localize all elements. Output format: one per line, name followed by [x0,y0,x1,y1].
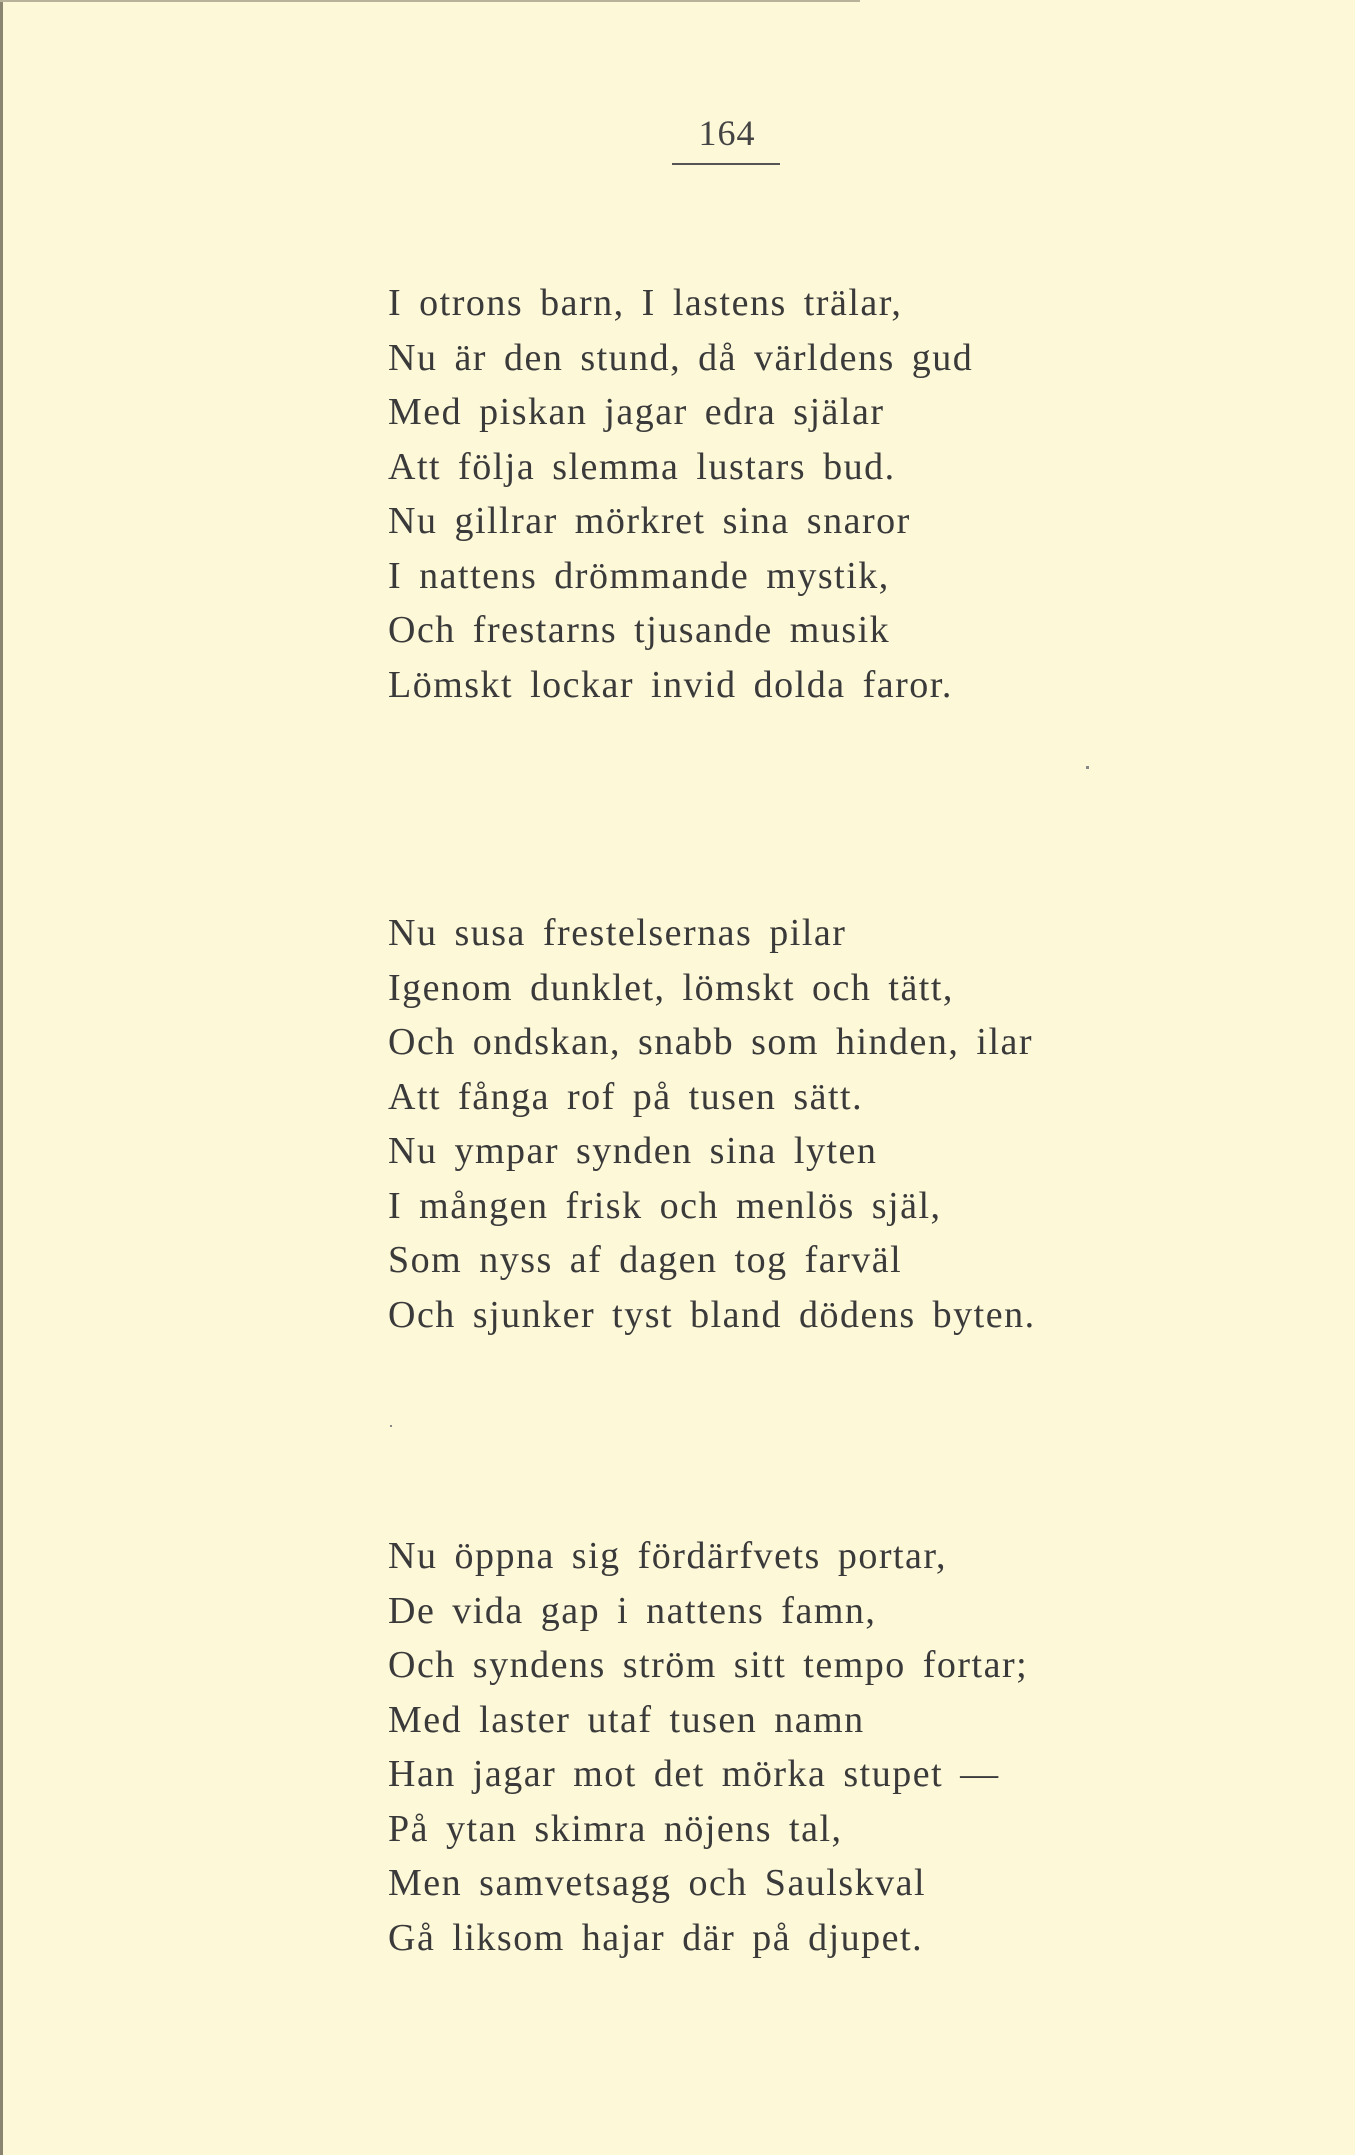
poem-line: Och frestarns tjusande musik [388,609,891,651]
poem-line: Med laster utaf tusen namn [388,1698,865,1741]
stanza-2 [388,906,1188,1342]
stanza-3 [388,1529,1188,1965]
poem-line: I mången frisk och menlös själ, [388,1184,942,1227]
poem-line: Som nyss af dagen tog farväl [388,1239,903,1281]
poem-line: Att följa slemma lustars bud. [388,445,896,488]
poem-line: Nu ympar synden sina lyten [388,1130,878,1172]
poem-line: Nu är den stund, då världens gud [388,336,974,379]
poem-line: Och ondskan, snabb som hinden, ilar [388,1021,1034,1063]
poem-line: Att fånga rof på tusen sätt. [388,1075,864,1118]
poem-line: Men samvetsagg och Saulskval [388,1862,927,1904]
poem-line: På ytan skimra nöjens tal, [388,1807,843,1850]
poem-line: Och syndens ström sitt tempo fortar; [388,1644,1029,1686]
poem-line: I nattens drömmande mystik, [388,554,890,597]
paper-speck [1086,766,1089,769]
paper-speck [390,1425,392,1427]
page-edge-left [0,0,3,2155]
stanza-1 [388,276,1188,712]
poem-line: Med piskan jagar edra själar [388,391,885,433]
page-number-rule [672,163,780,165]
poem-line: Lömskt lockar invid dolda faror. [388,663,953,706]
poem-line: Nu gillrar mörkret sina snaror [388,500,911,542]
poem-line: Igenom dunklet, lömskt och tätt, [388,966,954,1009]
poem-line: Han jagar mot det mörka stupet — [388,1753,1000,1795]
poem-line: Nu öppna sig fördärfvets portar, [388,1535,948,1577]
poem-line: De vida gap i nattens famn, [388,1589,877,1632]
page-edge-top [0,0,860,2]
page-number: 164 [698,113,756,153]
poem-line: I otrons barn, I lastens trälar, [388,282,903,324]
poem-line: Och sjunker tyst bland dödens byten. [388,1293,1036,1336]
poem-line: Nu susa frestelsernas pilar [388,912,847,954]
poem-line: Gå liksom hajar där på djupet. [388,1916,924,1959]
